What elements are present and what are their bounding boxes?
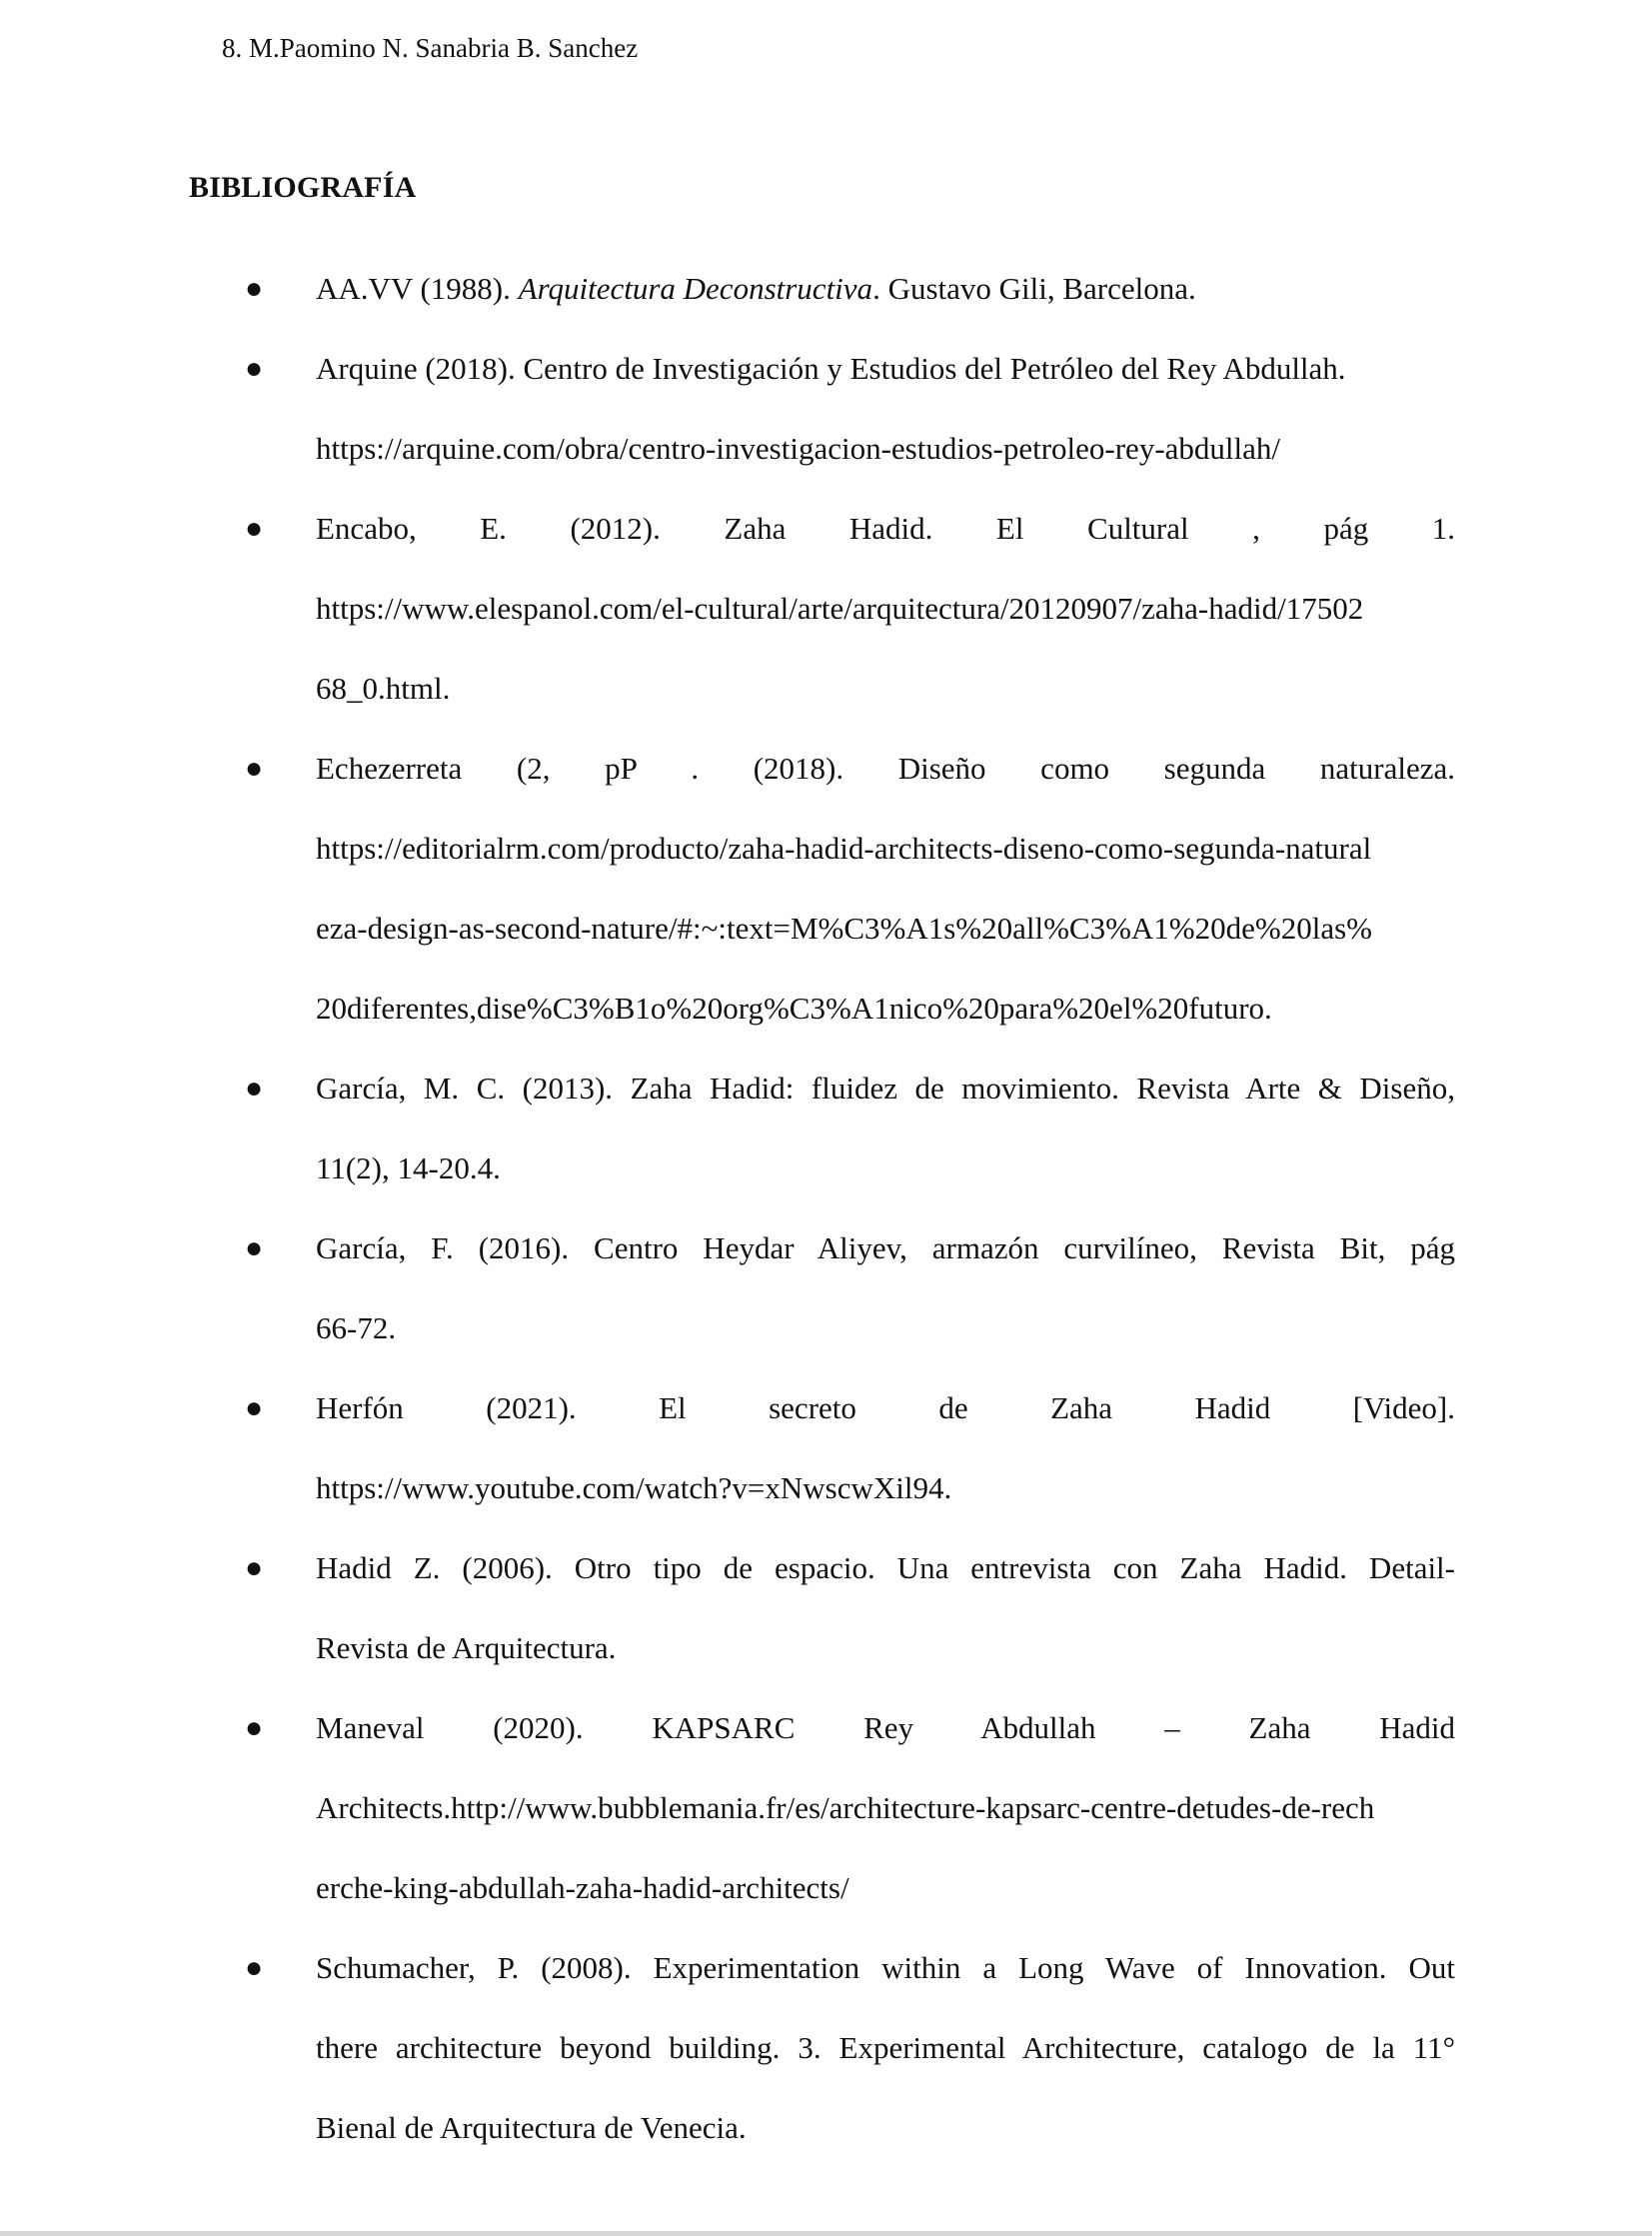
- entry-url-line: https://editorialrm.com/producto/zaha-hadid-architects-diseno-como-segunda-natural: [316, 831, 1372, 866]
- entry-text: [316, 1368, 1455, 1528]
- entry-line: [316, 249, 1455, 329]
- entry-text: [316, 489, 1455, 729]
- bullet-icon: ●: [245, 1072, 264, 1105]
- bibliography-entry: [0, 1208, 1652, 1368]
- entry-line: Hadid Z. (2006). Otro tipo de espacio. Una entrevista con Zaha Hadid. Detail-: [316, 1550, 1455, 1585]
- entry-text: [316, 1049, 1455, 1208]
- entry-text: [316, 329, 1455, 489]
- entry-url-line: https://arquine.com/obra/centro-investigacion-estudios-petroleo-rey-abdullah/: [316, 431, 1280, 466]
- entry-text: [316, 249, 1455, 329]
- entry-line: Revista de Arquitectura.: [316, 1630, 617, 1665]
- bullet-icon: ●: [245, 512, 264, 545]
- bibliography-entry: [0, 1049, 1652, 1208]
- bullet-icon: ●: [245, 1231, 264, 1264]
- bullet-icon: ●: [245, 1551, 264, 1584]
- entry-line: García, M. C. (2013). Zaha Hadid: fluidez de movimiento. Revista Arte & Diseño,: [316, 1071, 1455, 1106]
- bullet-icon: ●: [245, 752, 264, 785]
- bibliography-entry: [0, 1368, 1652, 1528]
- entry-text-part: . Gustavo Gili, Barcelona.: [872, 271, 1196, 306]
- bullet-icon: ●: [245, 272, 264, 305]
- entry-url-line: eza-design-as-second-nature/#:~:text=M%C3%A1s%20all%C3%A1%20de%20las%: [316, 911, 1372, 946]
- section-title: BIBLIOGRAFÍA: [189, 171, 417, 204]
- entry-line: Arquine (2018). Centro de Investigación y Estudios del Petróleo del Rey Abdullah.: [316, 351, 1346, 386]
- entry-line: Schumacher, P. (2008). Experimentation within a Long Wave of Innovation. Out: [316, 1950, 1455, 1985]
- bibliography-entry: [0, 489, 1652, 729]
- entry-text: [316, 1208, 1455, 1368]
- entry-url-line: 20diferentes,dise%C3%B1o%20org%C3%A1nico%20para%20el%20futuro.: [316, 991, 1272, 1026]
- bibliography-entry: [0, 729, 1652, 1049]
- entry-line: Bienal de Arquitectura de Venecia.: [316, 2110, 747, 2145]
- entry-line: García, F. (2016). Centro Heydar Aliyev, armazón curvilíneo, Revista Bit, pág: [316, 1230, 1455, 1265]
- page-bottom-edge: [0, 2231, 1652, 2236]
- entry-text: [316, 1928, 1455, 2168]
- bibliography-entry: [0, 1688, 1652, 1928]
- bibliography-entry: [0, 1528, 1652, 1688]
- entry-line: 11(2), 14-20.4.: [316, 1150, 501, 1185]
- entry-text: [316, 1528, 1455, 1688]
- bibliography-entry: [0, 249, 1652, 329]
- entry-line: Herfón (2021). El secreto de Zaha Hadid [Video].: [316, 1390, 1455, 1425]
- entry-line: Encabo, E. (2012). Zaha Hadid. El Cultural , pág 1.: [316, 511, 1455, 546]
- entry-text: [316, 729, 1455, 1049]
- entry-line: 66-72.: [316, 1310, 397, 1345]
- entry-line: Maneval (2020). KAPSARC Rey Abdullah – Zaha Hadid: [316, 1710, 1455, 1745]
- bullet-icon: ●: [245, 352, 264, 385]
- entry-text-part: AA.VV (1988).: [316, 271, 519, 306]
- entry-url-line: 68_0.html.: [316, 671, 451, 706]
- bullet-icon: ●: [245, 1711, 264, 1744]
- entry-line: Echezerreta (2, pP . (2018). Diseño como segunda naturaleza.: [316, 751, 1455, 786]
- entry-url-line: https://www.elespanol.com/el-cultural/arte/arquitectura/20120907/zaha-hadid/17502: [316, 591, 1364, 626]
- bibliography-entry: [0, 329, 1652, 489]
- entry-url-line: https://www.youtube.com/watch?v=xNwscwXil94.: [316, 1470, 952, 1505]
- entry-url-line: erche-king-abdullah-zaha-hadid-architects/: [316, 1870, 849, 1905]
- entry-title-italic: Arquitectura Deconstructiva: [518, 271, 873, 306]
- entry-line: there architecture beyond building. 3. Experimental Architecture, catalogo de la 11°: [316, 2030, 1455, 2065]
- bullet-icon: ●: [245, 1951, 264, 1984]
- entry-text: [316, 1688, 1455, 1928]
- bullet-icon: ●: [245, 1391, 264, 1424]
- bibliography-entry: [0, 1928, 1652, 2168]
- bibliography-list: [0, 249, 1652, 2168]
- entry-url-line: Architects.http://www.bubblemania.fr/es/architecture-kapsarc-centre-detudes-de-rech: [316, 1790, 1375, 1825]
- running-header: 8. M.Paomino N. Sanabria B. Sanchez: [222, 33, 639, 63]
